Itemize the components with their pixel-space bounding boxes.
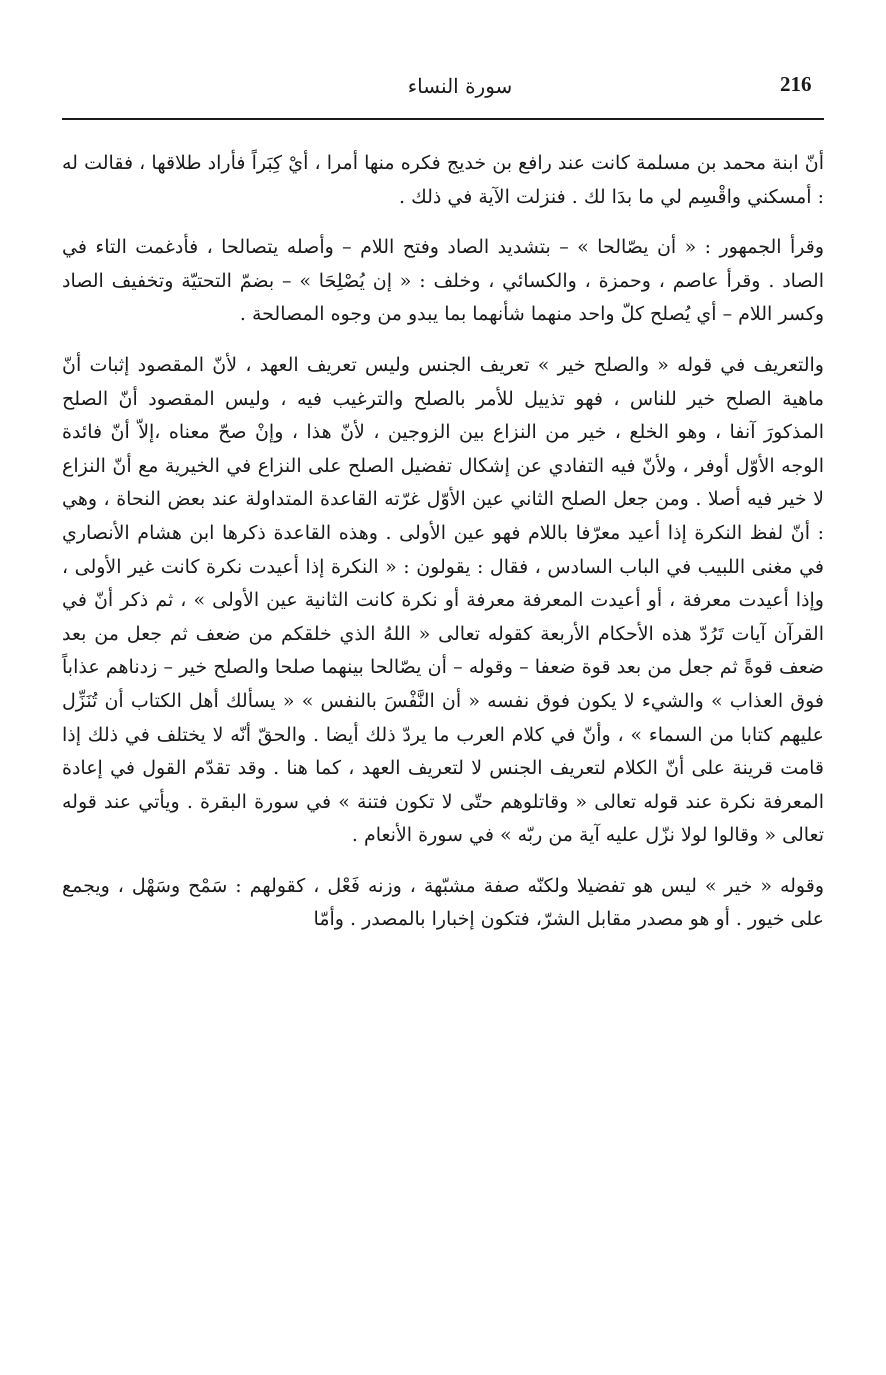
paragraph: والتعريف في قوله « والصلح خير » تعريف الجنس وليس تعريف العهد ، لأنّ المقصود إثبات أنّ ماهية الصلح خير للناس ، فهو تذييل للأمر بالصلح والترغيب فيه ، وليس المقصود أنّ الصلح المذكورَ آنفا ، وهو الخلع ، خير من النزاع بين الزوجين ، لأنّ هذا ، وإنْ صحّ معناه ،إلاّ أنّ فائدة الوجه الأوّل أوفر ، ولأنّ فيه التفادي عن إشكال تفضيل الصلح على النزاع في الخيرية مع أنّ النزاع لا خير فيه أصلا . ومن جعل الصلح الثاني عين الأوّل غرّته القاعدة المتداولة عند بعض النحاة ، وهي : أنّ لفظ النكرة إذا أعيد معرّفا باللام فهو عين الأولى . وهذه القاعدة ذكرها ابن هشام الأنصاري في مغنى اللبيب في الباب السادس ، فقال : يقولون : « النكرة إذا أعيدت نكرة كانت غير الأولى ، وإذا أعيدت معرفة ، أو أعيدت المعرفة معرفة أو نكرة كانت الثانية عين الأولى » ، ثم ذكر أنّ في القرآن آيات تَرُدّ هذه الأحكام الأربعة كقوله تعالى « اللهُ الذي خلقكم من ضعف ثم جعل من بعد ضعف قوةً ثم جعل من بعد قوة ضعفا – وقوله – أن يصّالحا بينهما صلحا والصلح خير – زدناهم عذاباً فوق العذاب » والشيء لا يكون فوق نفسه « أن النَّفْسَ بالنفس » « يسألك أهل الكتاب أن تُنَزِّل عليهم كتابا من السماء » ، وأنّ في كلام العرب ما يردّ ذلك أيضا . والحقّ أنّه لا يختلف في ذلك إذا قامت قرينة على أنّ الكلام لتعريف الجنس لا لتعريف العهد ، كما هنا . وقد تقدّم القول في إعادة المعرفة نكرة عند قوله تعالى « وقاتلوهم حتّى لا تكون فتنة » في سورة البقرة . ويأتي عند قوله تعالى « وقالوا لولا نزّل عليه آية من ربّه » في سورة الأنعام . (62, 353, 824, 847)
paragraph: وقوله « خير » ليس هو تفضيلا ولكنّه صفة مشبّهة ، وزنه فَعْل ، كقولهم : سَمْح وسَهْل ، ويجمع على خيور . أو هو مصدر مقابل الشرّ، فتكون إخبارا بالمصدر . وأمّا (62, 874, 824, 931)
body-text (62, 147, 824, 937)
paragraph: وقرأ الجمهور : « أن يصّالحا » – بتشديد الصاد وفتح اللام – وأصله يتصالحا ، فأدغمت التاء في الصاد . وقرأ عاصم ، وحمزة ، والكسائي ، وخلف : « إن يُصْلِحَا » – بضمّ التحتيّة وتخفيف الصاد وكسر اللام – أي يُصلح كلّ واحد منهما شأنهما بما يبدو من وجوه المصالحة . (62, 236, 824, 326)
page-number: 216 (780, 72, 812, 96)
running-title: سورة النساء (407, 74, 513, 98)
header-rule (62, 118, 824, 120)
paragraph: أنّ ابنة محمد بن مسلمة كانت عند رافع بن خديج فكره منها أمرا ، أيْ كِبَراً فأراد طلاقها ، فقالت له : أمسكني واقْسِم لي ما بدَا لك . فنزلت الآية في ذلك . (62, 152, 824, 208)
